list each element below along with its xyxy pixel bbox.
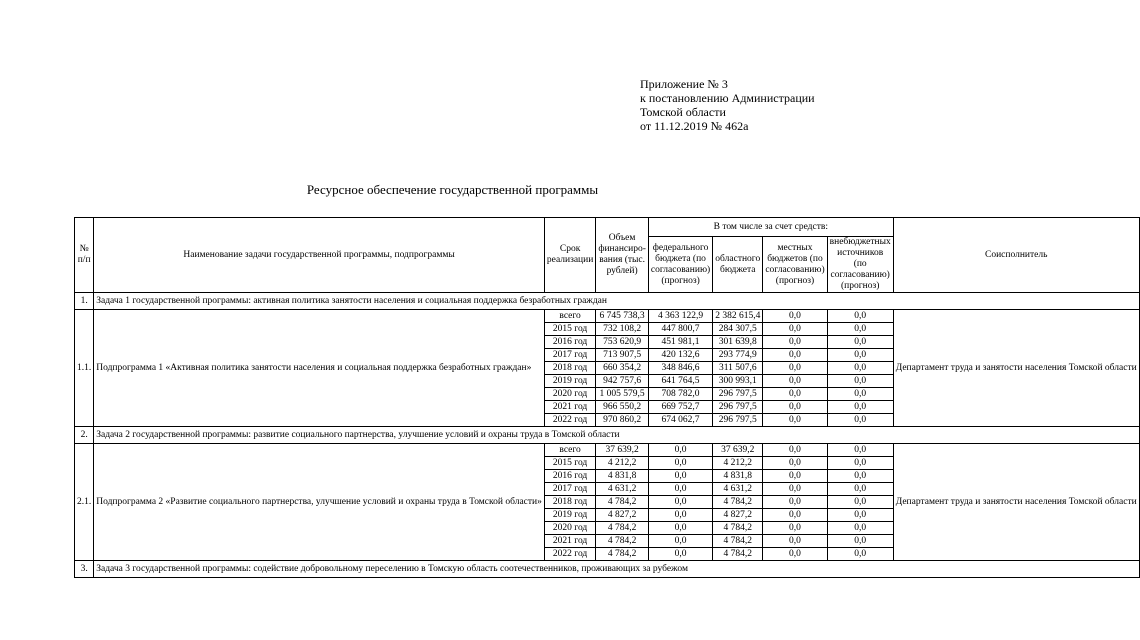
federal-cell: 420 132,6 <box>648 349 712 362</box>
federal-cell: 0,0 <box>648 483 712 496</box>
task-row <box>75 561 1140 578</box>
volume-cell: 732 108,2 <box>596 323 649 336</box>
extra-cell: 0,0 <box>827 323 893 336</box>
resource-table <box>74 217 1140 578</box>
year-cell: 2020 год <box>544 522 595 535</box>
volume-cell: 6 745 738,3 <box>596 310 649 323</box>
header-term: Срок реализации <box>544 218 595 293</box>
volume-cell: 713 907,5 <box>596 349 649 362</box>
year-cell: 2015 год <box>544 457 595 470</box>
regional-cell: 4 784,2 <box>713 496 763 509</box>
document-title: Ресурсное обеспечение государственной программы <box>306 182 599 197</box>
header-name: Наименование задачи государственной программы, подпрограммы <box>94 218 545 293</box>
header-executor: Соисполнитель <box>893 218 1139 293</box>
local-cell: 0,0 <box>763 388 827 401</box>
year-cell: 2015 год <box>544 323 595 336</box>
local-cell: 0,0 <box>763 375 827 388</box>
local-cell: 0,0 <box>763 457 827 470</box>
appendix-line: Приложение № 3 <box>640 77 728 91</box>
extra-cell: 0,0 <box>827 362 893 375</box>
regional-cell: 4 784,2 <box>713 522 763 535</box>
volume-cell: 753 620,9 <box>596 336 649 349</box>
federal-cell: 0,0 <box>648 444 712 457</box>
extra-cell: 0,0 <box>827 483 893 496</box>
local-cell: 0,0 <box>763 336 827 349</box>
local-cell: 0,0 <box>763 349 827 362</box>
volume-cell: 1 005 579,5 <box>596 388 649 401</box>
volume-cell: 4 212,2 <box>596 457 649 470</box>
task-text: Задача 1 государственной программы: активная политика занятости населения и социальная поддержка безработных граждан <box>94 293 1139 310</box>
subprogram-num: 2.1. <box>75 444 94 561</box>
year-cell: 2017 год <box>544 483 595 496</box>
federal-cell: 0,0 <box>648 470 712 483</box>
regional-cell: 296 797,5 <box>713 388 763 401</box>
local-cell: 0,0 <box>763 362 827 375</box>
local-cell: 0,0 <box>763 470 827 483</box>
extra-cell: 0,0 <box>827 375 893 388</box>
extra-cell: 0,0 <box>827 509 893 522</box>
regional-cell: 311 507,6 <box>713 362 763 375</box>
extra-cell: 0,0 <box>827 457 893 470</box>
extra-cell: 0,0 <box>827 444 893 457</box>
header-local: местных бюджетов (по согласованию) (прогноз) <box>763 237 827 293</box>
local-cell: 0,0 <box>763 509 827 522</box>
volume-cell: 4 784,2 <box>596 496 649 509</box>
year-cell: 2021 год <box>544 401 595 414</box>
year-cell: всего <box>544 310 595 323</box>
executor-cell: Департамент труда и занятости населения Томской области <box>893 310 1139 427</box>
year-cell: 2018 год <box>544 496 595 509</box>
appendix-line: Томской области <box>640 105 726 119</box>
local-cell: 0,0 <box>763 522 827 535</box>
regional-cell: 4 831,8 <box>713 470 763 483</box>
federal-cell: 4 363 122,9 <box>648 310 712 323</box>
year-cell: 2020 год <box>544 388 595 401</box>
regional-cell: 293 774,9 <box>713 349 763 362</box>
extra-cell: 0,0 <box>827 548 893 561</box>
subprogram-name: Подпрограмма 2 «Развитие социального партнерства, улучшение условий и охраны труда в Томской области» <box>94 444 545 561</box>
volume-cell: 4 827,2 <box>596 509 649 522</box>
local-cell: 0,0 <box>763 444 827 457</box>
regional-cell: 2 382 615,4 <box>713 310 763 323</box>
executor-cell: Департамент труда и занятости населения Томской области <box>893 444 1139 561</box>
volume-cell: 4 631,2 <box>596 483 649 496</box>
extra-cell: 0,0 <box>827 414 893 427</box>
volume-cell: 4 784,2 <box>596 535 649 548</box>
header-extra: внебюджетных источников (по согласованию) (прогноз) <box>827 237 893 293</box>
year-cell: 2019 год <box>544 375 595 388</box>
header-regional: областного бюджета <box>713 237 763 293</box>
federal-cell: 708 782,0 <box>648 388 712 401</box>
appendix-block <box>640 77 815 133</box>
volume-cell: 966 550,2 <box>596 401 649 414</box>
volume-cell: 970 860,2 <box>596 414 649 427</box>
year-cell: 2022 год <box>544 414 595 427</box>
regional-cell: 37 639,2 <box>713 444 763 457</box>
federal-cell: 0,0 <box>648 509 712 522</box>
header-federal: федерального бюджета (по согласованию) (прогноз) <box>648 237 712 293</box>
extra-cell: 0,0 <box>827 496 893 509</box>
volume-cell: 942 757,6 <box>596 375 649 388</box>
local-cell: 0,0 <box>763 310 827 323</box>
regional-cell: 296 797,5 <box>713 414 763 427</box>
year-cell: 2018 год <box>544 362 595 375</box>
regional-cell: 4 212,2 <box>713 457 763 470</box>
extra-cell: 0,0 <box>827 401 893 414</box>
federal-cell: 0,0 <box>648 522 712 535</box>
federal-cell: 0,0 <box>648 535 712 548</box>
federal-cell: 348 846,6 <box>648 362 712 375</box>
volume-cell: 4 831,8 <box>596 470 649 483</box>
regional-cell: 301 639,8 <box>713 336 763 349</box>
federal-cell: 451 981,1 <box>648 336 712 349</box>
extra-cell: 0,0 <box>827 310 893 323</box>
regional-cell: 4 784,2 <box>713 548 763 561</box>
federal-cell: 641 764,5 <box>648 375 712 388</box>
regional-cell: 4 784,2 <box>713 535 763 548</box>
local-cell: 0,0 <box>763 535 827 548</box>
federal-cell: 0,0 <box>648 457 712 470</box>
year-cell: 2021 год <box>544 535 595 548</box>
local-cell: 0,0 <box>763 548 827 561</box>
subprogram-num: 1.1. <box>75 310 94 427</box>
volume-cell: 4 784,2 <box>596 548 649 561</box>
table-row <box>75 444 1140 457</box>
local-cell: 0,0 <box>763 401 827 414</box>
subprogram-name: Подпрограмма 1 «Активная политика занятости населения и социальная поддержка безработных граждан» <box>94 310 545 427</box>
appendix-line: от 11.12.2019 № 462а <box>640 119 749 133</box>
regional-cell: 4 631,2 <box>713 483 763 496</box>
extra-cell: 0,0 <box>827 470 893 483</box>
extra-cell: 0,0 <box>827 535 893 548</box>
task-row <box>75 293 1140 310</box>
local-cell: 0,0 <box>763 483 827 496</box>
task-num: 1. <box>75 293 94 310</box>
extra-cell: 0,0 <box>827 336 893 349</box>
year-cell: 2016 год <box>544 470 595 483</box>
federal-cell: 669 752,7 <box>648 401 712 414</box>
volume-cell: 37 639,2 <box>596 444 649 457</box>
local-cell: 0,0 <box>763 414 827 427</box>
extra-cell: 0,0 <box>827 522 893 535</box>
task-num: 3. <box>75 561 94 578</box>
regional-cell: 4 827,2 <box>713 509 763 522</box>
volume-cell: 4 784,2 <box>596 522 649 535</box>
header-num: № п/п <box>75 218 94 293</box>
year-cell: 2016 год <box>544 336 595 349</box>
regional-cell: 296 797,5 <box>713 401 763 414</box>
year-cell: 2017 год <box>544 349 595 362</box>
federal-cell: 447 800,7 <box>648 323 712 336</box>
federal-cell: 674 062,7 <box>648 414 712 427</box>
extra-cell: 0,0 <box>827 388 893 401</box>
regional-cell: 284 307,5 <box>713 323 763 336</box>
year-cell: всего <box>544 444 595 457</box>
year-cell: 2022 год <box>544 548 595 561</box>
header-volume: Объем финансиро-вания (тыс. рублей) <box>596 218 649 293</box>
federal-cell: 0,0 <box>648 548 712 561</box>
task-text: Задача 2 государственной программы: развитие социального партнерства, улучшение условий и охраны труда в Томской области <box>94 427 1139 444</box>
header-including: В том числе за счет средств: <box>648 218 893 237</box>
task-num: 2. <box>75 427 94 444</box>
local-cell: 0,0 <box>763 323 827 336</box>
table-row <box>75 310 1140 323</box>
extra-cell: 0,0 <box>827 349 893 362</box>
appendix-line: к постановлению Администрации <box>640 91 815 105</box>
regional-cell: 300 993,1 <box>713 375 763 388</box>
task-row <box>75 427 1140 444</box>
year-cell: 2019 год <box>544 509 595 522</box>
local-cell: 0,0 <box>763 496 827 509</box>
task-text: Задача 3 государственной программы: содействие добровольному переселению в Томскую область соотечественников, проживающих за рубежом <box>94 561 1139 578</box>
volume-cell: 660 354,2 <box>596 362 649 375</box>
federal-cell: 0,0 <box>648 496 712 509</box>
